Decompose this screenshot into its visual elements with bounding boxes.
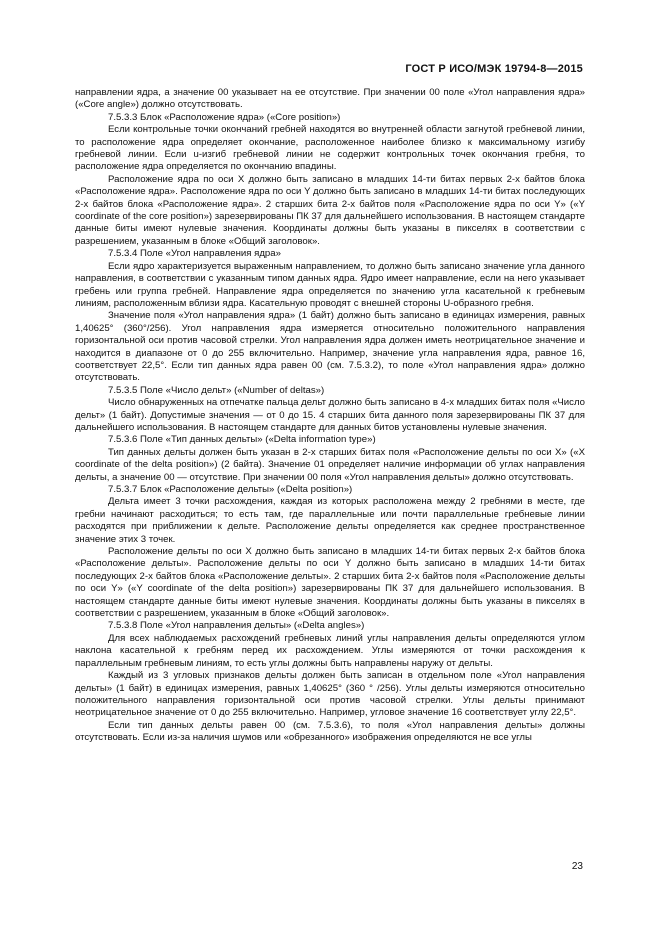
paragraph: Если ядро характеризуется выраженным направлением, то должно быть записано значение угла данного направления, в соответствии с указанным типом данных ядра. Ядро имеет направление, если на него указывает гребень или группа гребней. Направление ядра определяется по значению угла касательной к гребневым линиям, расположенным вблизи ядра. Касательную проводят с внешней стороны U-образного гребня. (75, 260, 585, 309)
paragraph: Значение поля «Угол направления ядра» (1 байт) должно быть записано в единицах измерения, равных 1,40625° (360°/256). Угол направления ядра измеряется относительно положительного направления горизонтальной оси против часовой стрелки. Угол направления ядра должен иметь неотрицательное значение и находится в диапазоне от 0 до 255 включительно. Например, значение угла направления ядра, равное 16, соответствует 22,5°. Если тип данных ядра равен 00 (см. 7.5.3.2), то поле «Угол направления ядра» должно отсутствовать. (75, 310, 585, 384)
section-heading: 7.5.3.4 Поле «Угол направления ядра» (108, 248, 281, 260)
section-heading: 7.5.3.7 Блок «Расположение дельты» («Delta position») (108, 484, 353, 495)
paragraph: Для всех наблюдаемых расхождений гребневых линий углы направления дельты определяются углом наклона касательной к гребням перед их расхождением. Углы измеряются от точки расхождения к параллельным гребневым линиям, то есть углы должны быть направлены наружу от дельты. (75, 632, 585, 669)
paragraph: Расположение дельты по оси X должно быть записано в младших 14-ти битах первых 2-х байтов блока «Расположение дельты». Расположение дельты по оси Y должно быть записано в младших 14-ти битах последующих 2-х байтов блока «Расположение дельты». 2 старших бита 2-х байтов поля «Расположение дельты по оси Y» («Y coordinate of the delta position») зарезервированы ПК 37 для дальнейшего использования. В настоящем стандарте данные биты имеют нулевые значения. Координаты должны быть указаны в пикселях в соответствии с разрешением, указанным в блоке «Общий заголовок». (75, 546, 585, 620)
paragraph: Каждый из 3 угловых признаков дельты должен быть записан в отдельном поле «Угол направления дельты» (1 байт) в единицах измерения, равных 1,40625° (360 ° /256). Углы дельты измеряются относительно положительного направления горизонтальной оси против часовой стрелки. Углы дельты принимают неотрицательное значение от 0 до 255 включительно. Например, угловое значение 16 соответствует углу 22,5°. (75, 670, 585, 719)
section-heading: 7.5.3.3 Блок «Расположение ядра» («Core position») (108, 111, 341, 123)
page-number: 23 (571, 861, 583, 872)
paragraph: Число обнаруженных на отпечатке пальца дельт должно быть записано в 4-х младших битах поля «Число дельт» (1 байт). Допустимые значения — от 0 до 15. 4 старших бита данного поля зарезервированы ПК 37 для дальнейшего использования. В настоящем стандарте для данных битов установлены нулевые значения. (75, 397, 585, 433)
paragraph: Если тип данных дельты равен 00 (см. 7.5.3.6), то поля «Угол направления дельты» должны отсутствовать. Если из-за наличия шумов или «обрезанного» изображения определяются не все углы (75, 719, 585, 744)
paragraph: Дельта имеет 3 точки расхождения, каждая из которых расположена между 2 гребнями в месте, где гребни начинают расходиться; то есть там, где параллельные или почти параллельные гребневые линии расходятся при приближении к дельте. Расположение дельты определяется как среднее пространственное значение этих 3 точек. (75, 496, 585, 545)
section-heading: 7.5.3.8 Поле «Угол направления дельты» («Delta angles») (108, 620, 365, 632)
section-heading: 7.5.3.6 Поле «Тип данных дельты» («Delta information type») (108, 434, 376, 446)
document-code-header: ГОСТ Р ИСО/МЭК 19794-8—2015 (405, 63, 583, 75)
paragraph: Тип данных дельты должен быть указан в 2-х старших битах поля «Расположение дельты по оси X» («X coordinate of the delta position») (2 байта). Значение 01 определяет наличие информации об углах направления дельты, а значение 00 — отсутствие. При значении 00 поля «Угол направления дельты» должно отсутствовать. (75, 446, 585, 483)
paragraph: Расположение ядра по оси X должно быть записано в младших 14-ти битах первых 2-х байтов блока «Расположение ядра». Расположение ядра по оси Y должно быть записано в младших 14-ти битах последующих 2-х байтов блока «Расположение ядра». 2 старших бита 2-х байтов поля «Расположение ядра по оси Y» («Y coordinate of the core position») зарезервированы ПК 37 для дальнейшего использования. В настоящем стандарте данные биты имеют нулевые значения. Координаты должны быть указаны в пикселях в соответствии с разрешением, указанным в блоке «Общий заголовок». (75, 173, 585, 247)
paragraph: Если контрольные точки окончаний гребней находятся во внутренней области загнутой гребневой линии, то расположение ядра определяет окончание, расположенное наиболее близко к максимальному изгибу гребневой линии. Если u-изгиб гребневой линии не содержит контрольных точек окончания гребня, то расположение ядра определяется по окончанию впадины. (75, 124, 585, 173)
section-heading: 7.5.3.5 Поле «Число дельт» («Number of deltas») (108, 384, 325, 396)
paragraph: направлении ядра, а значение 00 указывает на ее отсутствие. При значении 00 поле «Угол направления ядра» («Core angle») должно отсутствовать. (75, 87, 585, 111)
page-body (75, 87, 585, 745)
